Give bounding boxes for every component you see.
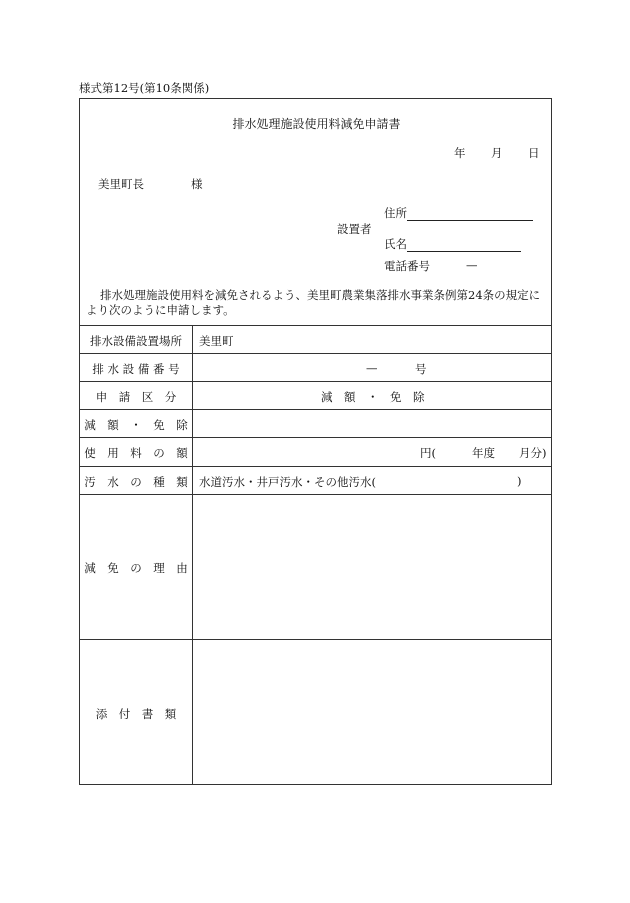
form-title: 排水処理施設使用料減免申請書 <box>232 117 401 131</box>
fee-fiscal-year: 年度 <box>472 446 495 460</box>
application-type-value[interactable]: 減 額 ・ 免 除 <box>321 390 425 404</box>
date-day: 日 <box>528 146 540 160</box>
divider <box>80 494 551 495</box>
date-month: 月 <box>491 146 503 160</box>
location-value[interactable]: 美里町 <box>199 334 234 348</box>
sewage-type-close: ) <box>517 474 522 488</box>
divider <box>80 409 551 410</box>
divider <box>80 466 551 467</box>
statement-text: 排水処理施設使用料を減免されるよう、美里町農業集落排水事業条例第24条の規定により次のように申請します。 <box>86 288 541 317</box>
application-type-label: 申 請 区 分 <box>95 390 177 404</box>
name-label: 氏名 <box>384 237 407 251</box>
facility-number-suffix: 号 <box>415 362 427 376</box>
sewage-type-label: 汚 水 の 種 類 <box>84 475 188 489</box>
reason-label: 減 免 の 理 由 <box>84 561 188 575</box>
addressee-name: 美里町長 <box>98 177 144 191</box>
addressee-honorific: 様 <box>191 177 203 191</box>
fee-amount-label: 使 用 料 の 額 <box>84 446 188 460</box>
name-field[interactable] <box>384 236 521 252</box>
divider <box>80 639 551 640</box>
reduction-label: 減 額 ・ 免 除 <box>84 418 188 432</box>
name-line <box>407 239 521 252</box>
applicant-role: 設置者 <box>337 222 372 236</box>
fee-yen: 円( <box>420 446 436 460</box>
divider <box>80 381 551 382</box>
application-form <box>79 98 552 785</box>
divider <box>80 325 551 326</box>
sewage-type-value[interactable]: 水道汚水・井戸汚水・その他汚水( <box>199 475 376 489</box>
address-label: 住所 <box>384 206 407 220</box>
address-line <box>407 208 533 221</box>
divider <box>80 353 551 354</box>
form-number: 様式第12号(第10条関係) <box>79 81 210 95</box>
phone-label: 電話番号 <box>384 259 430 273</box>
phone-dash: — <box>466 258 478 272</box>
location-label: 排水設備設置場所 <box>90 334 182 348</box>
address-field[interactable] <box>384 205 533 221</box>
divider <box>80 437 551 438</box>
reason-field[interactable] <box>194 496 549 637</box>
column-divider <box>192 326 193 784</box>
facility-number-dash: — <box>366 361 378 375</box>
date-year: 年 <box>454 146 466 160</box>
fee-month: 月分) <box>519 446 547 460</box>
attachments-field[interactable] <box>194 641 549 782</box>
attachments-label: 添 付 書 類 <box>95 707 177 721</box>
facility-number-label: 排 水 設 備 番 号 <box>92 362 180 376</box>
